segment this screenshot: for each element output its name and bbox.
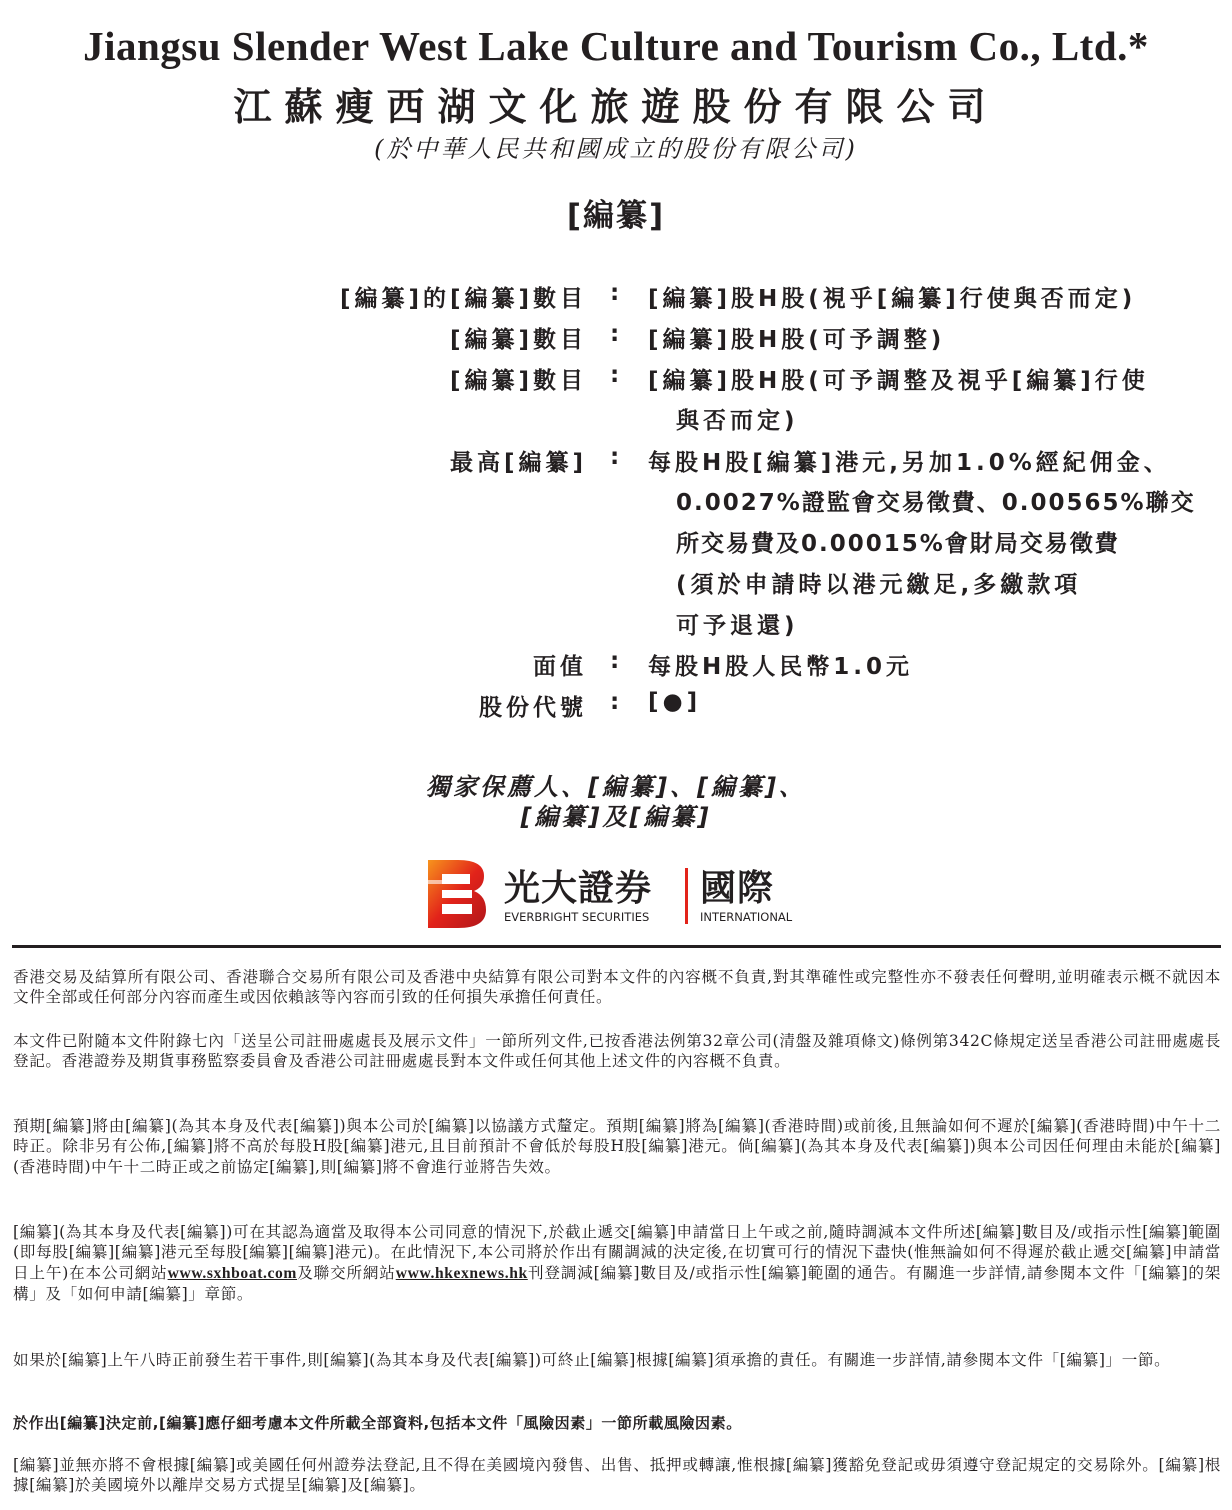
- pricing-paragraph: 預期[編纂]將由[編纂](為其本身及代表[編纂])與本公司於[編纂]以協議方式釐定。預期[編纂]將為[編纂](香港時間)或前後,且無論如何不遲於[編纂](香港時間)中午十二時正。除非另有公佈,[編纂]將不高於每股H股[編纂]港元,且目前預計不會低於每股H股[編纂]港元。倘[編纂](為其本身及代表[編纂])與本公司因任何理由未能於[編纂](香港時間)中午十二時正或之前協定[編纂],則[編纂]將不會進行並將告失效。: [13, 1117, 1221, 1176]
- offer-term-value: [●]: [648, 689, 702, 715]
- logo-divider: [685, 868, 688, 924]
- offer-term-row: [0, 280, 1232, 310]
- company-name-english: Jiangsu Slender West Lake Culture and Tourism Co., Ltd.*: [83, 23, 1149, 69]
- disclaimer-paragraph-1: 香港交易及結算所有限公司、香港聯合交易所有限公司及香港中央結算有限公司對本文件的內容概不負責,對其準確性或完整性亦不發表任何聲明,並明確表示概不就因本文件全部或任何部分內容而產生或因依賴該等內容而引致的任何損失承擔任何責任。: [13, 968, 1221, 1007]
- offer-term-row: [0, 648, 1232, 678]
- offer-term-colon: :: [610, 689, 624, 715]
- logo-english-name: EVERBRIGHT SECURITIES: [504, 910, 650, 924]
- offer-term-value-cont: 可予退還): [676, 613, 799, 639]
- document-title: [編纂]: [566, 198, 666, 234]
- sponsors-line-1: 獨家保薦人、[編纂]、[編纂]、: [426, 773, 806, 801]
- offer-term-value: [編纂]股H股(可予調整): [648, 327, 946, 353]
- offer-term-colon: :: [610, 648, 624, 674]
- logo-english-international: INTERNATIONAL: [700, 910, 793, 924]
- us-securities-paragraph: [編纂]並無亦將不會根據[編纂]或美國任何州證券法登記,且不得在美國境內發售、出售、抵押或轉讓,惟根據[編纂]獲豁免登記或毋須遵守登記規定的交易除外。[編纂]根據[編纂]於美國境外以離岸交易方式提呈[編纂]及[編纂]。: [13, 1456, 1221, 1495]
- logo-chinese-international: 國際: [700, 868, 775, 909]
- offer-term-label: 面值: [533, 654, 587, 680]
- reduction-paragraph: [13, 1222, 1221, 1305]
- reduction-text-b: 及聯交所網站: [297, 1263, 396, 1282]
- offer-term-value: 每股H股[編纂]港元,另加1.0%經紀佣金、: [648, 450, 1171, 476]
- everbright-logo: [428, 858, 828, 930]
- offer-term-row: [0, 362, 1232, 432]
- offer-term-value-cont: (須於申請時以港元繳足,多繳款項: [676, 572, 1082, 598]
- offer-term-label: 股份代號: [479, 695, 587, 721]
- registration-paragraph: 本文件已附隨本文件附錄七內「送呈公司註冊處處長及展示文件」一節所列文件,已按香港法例第32章公司(清盤及雜項條文)條例第342C條規定送呈香港公司註冊處處長登記。香港證券及期貨事務監察委員會及香港公司註冊處處長對本文件或任何其他上述文件的內容概不負責。: [13, 1032, 1221, 1071]
- section-divider: [12, 945, 1221, 948]
- offer-term-label: [編纂]的[編纂]數目: [339, 286, 587, 312]
- offer-term-value: 每股H股人民幣1.0元: [648, 654, 913, 680]
- offer-term-colon: :: [610, 362, 624, 388]
- risk-factors-paragraph: 於作出[編纂]決定前,[編纂]應仔細考慮本文件所載全部資料,包括本文件「風險因素」一節所載風險因素。: [13, 1414, 742, 1432]
- company-website-link[interactable]: www.sxhboat.com: [167, 1264, 298, 1282]
- offer-term-label: [編纂]數目: [449, 368, 587, 394]
- offer-term-value: [編纂]股H股(可予調整及視乎[編纂]行使: [648, 368, 1149, 394]
- offer-term-value-cont: 0.0027%證監會交易徵費、0.00565%聯交: [676, 490, 1196, 516]
- offer-term-value: [編纂]股H股(視乎[編纂]行使與否而定): [648, 286, 1137, 312]
- offer-term-colon: :: [610, 280, 624, 306]
- offer-term-label: 最高[編纂]: [449, 450, 587, 476]
- offer-term-colon: :: [610, 321, 624, 347]
- sponsors-line-2: [編纂]及[編纂]: [520, 803, 712, 831]
- incorporation-note: (於中華人民共和國成立的股份有限公司): [374, 135, 858, 163]
- company-name-chinese: 江蘇瘦西湖文化旅遊股份有限公司: [233, 85, 999, 129]
- hkex-website-link[interactable]: www.hkexnews.hk: [395, 1264, 528, 1282]
- offer-term-label: [編纂]數目: [449, 327, 587, 353]
- offer-term-row: [0, 444, 1232, 644]
- everbright-logo-mark-icon: [428, 860, 486, 928]
- offer-term-row: [0, 321, 1232, 351]
- offer-term-row: [0, 689, 1232, 719]
- reduction-text-a: [編纂](為其本身及代表[編纂])可在其認為適當及取得本公司同意的情況下,於截止遞交[編纂]申請當日上午或之前,隨時調減本文件所述[編纂]數目及/或指示性[編纂]範圍(即每股[編纂][編纂]港元至每股[編纂][編纂]港元)。在此情況下,本公司將於作出有關調減的決定後,在切實可行的情況下盡快(惟無論如何不得遲於截止遞交[編纂]申請當日上午)在本公司網站: [13, 1223, 1221, 1282]
- offer-term-value-cont: 與否而定): [676, 408, 799, 434]
- offer-term-colon: :: [610, 444, 624, 470]
- offer-term-value-cont: 所交易費及0.00015%會財局交易徵費: [676, 531, 1120, 557]
- termination-paragraph: 如果於[編纂]上午八時正前發生若干事件,則[編纂](為其本身及代表[編纂])可終止[編纂]根據[編纂]須承擔的責任。有關進一步詳情,請參閱本文件「[編纂]」一節。: [13, 1351, 1171, 1369]
- logo-chinese-name: 光大證券: [504, 868, 653, 909]
- reduction-text-c: 刊登調減[編纂]數目及/或指示性[編纂]範圍的通告。有關進一步詳情,請參閱本文件「[編纂]的架構」及「如何申請[編纂]」章節。: [13, 1263, 1221, 1304]
